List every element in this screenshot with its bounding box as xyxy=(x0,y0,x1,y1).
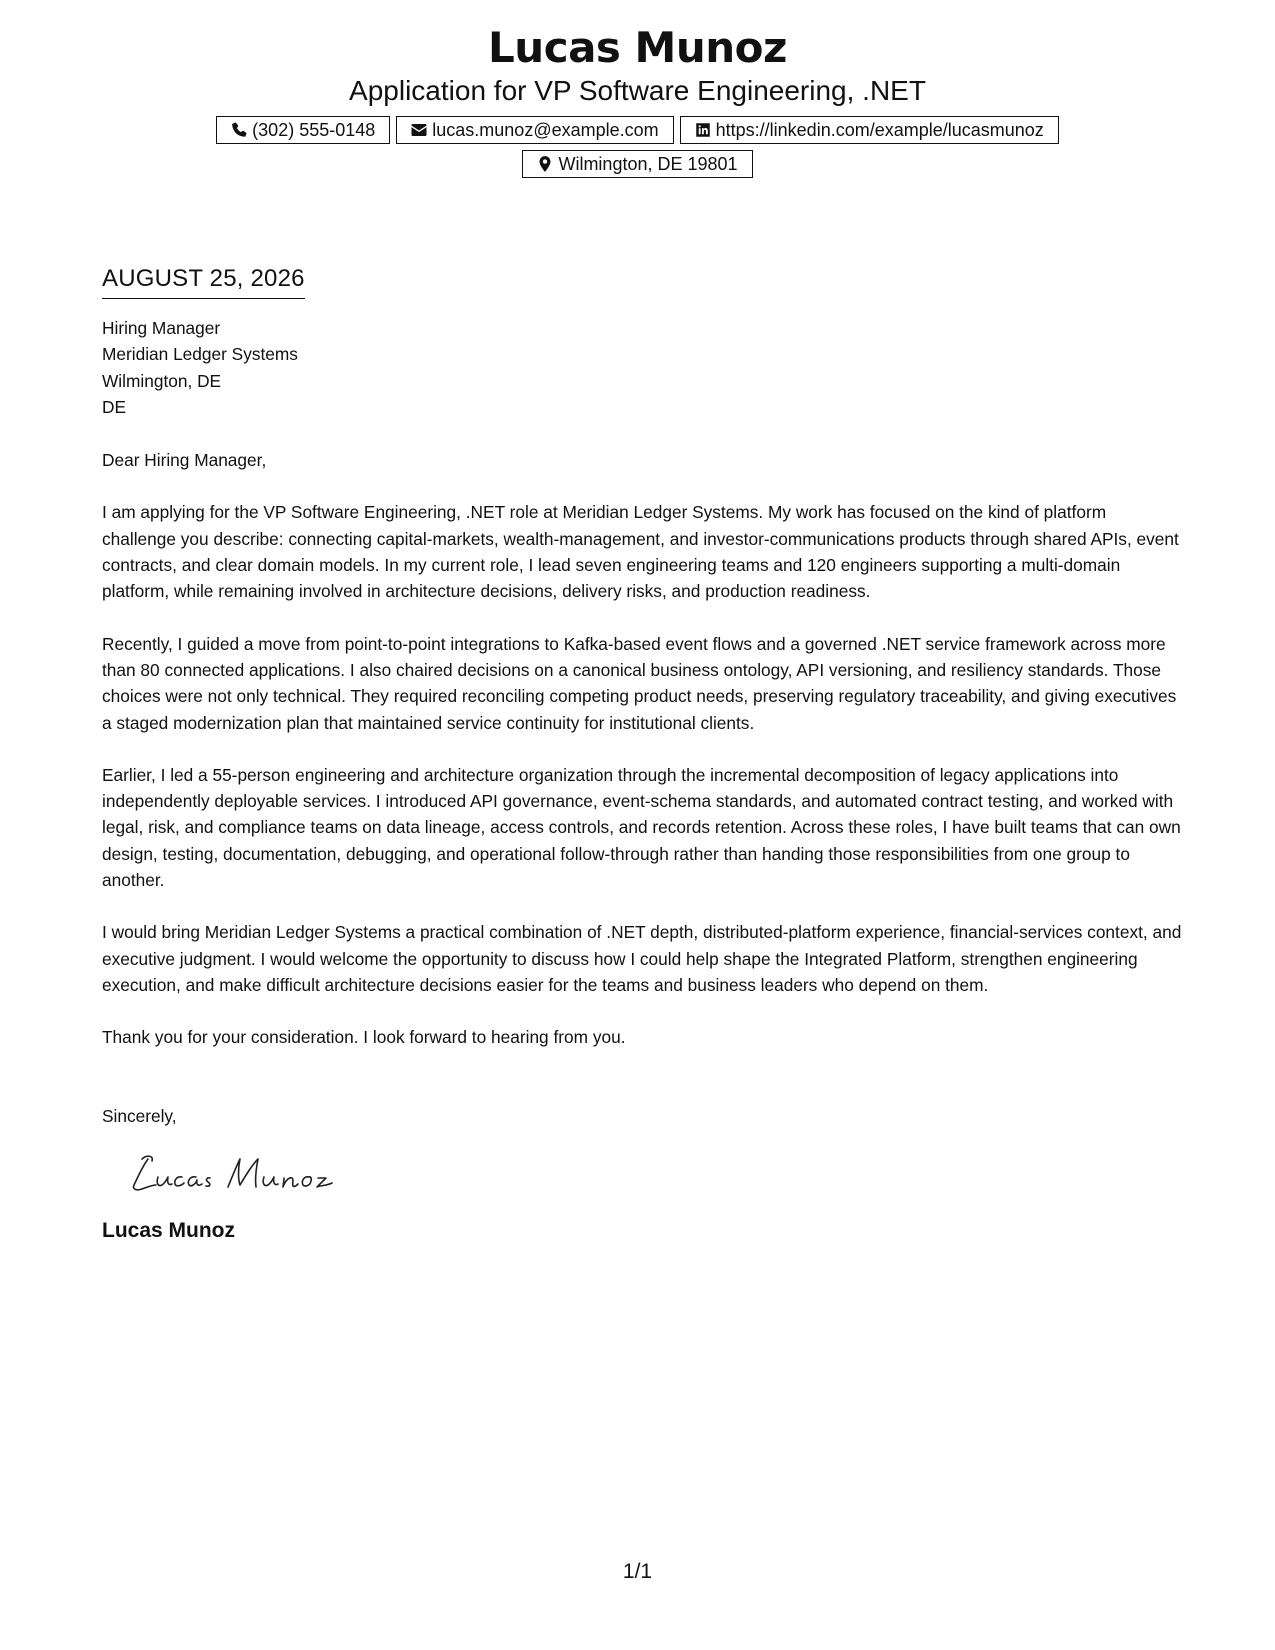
body-paragraph: I am applying for the VP Software Engineering, .NET role at Meridian Ledger Systems. My work has focused on the kind of platform challenge you describe: connecting capital-markets, wealth-management, and investor-communications products through shared APIs, event contracts, and clear domain models. In my current role, I lead seven engineering teams and 120 engineers supporting a multi-domain platform, while remaining involved in architecture decisions, delivery risks, and production readiness. xyxy=(102,502,1179,602)
letter-body xyxy=(102,262,1182,1245)
application-subtitle: Application for VP Software Engineering, .NET xyxy=(349,75,926,106)
email-contact[interactable] xyxy=(396,116,673,144)
email-text: lucas.munoz@example.com xyxy=(432,120,659,140)
linkedin-icon xyxy=(694,121,712,139)
recipient-line: Meridian Ledger Systems xyxy=(102,344,298,365)
recipient-block xyxy=(102,315,1182,420)
signature-drawing xyxy=(128,1147,338,1199)
salutation: Dear Hiring Manager, xyxy=(102,450,267,471)
page-number: 1/1 xyxy=(622,1560,653,1583)
recipient-line: Hiring Manager xyxy=(102,318,221,338)
location-text: Wilmington, DE 19801 xyxy=(558,154,738,174)
recipient-line: DE xyxy=(102,396,127,417)
signed-name: Lucas Munoz xyxy=(102,1218,236,1242)
phone-text: (302) 555-0148 xyxy=(252,120,376,140)
body-paragraph: I would bring Meridian Ledger Systems a practical combination of .NET depth, distributed-platform experience, financial-services context, and executive judgment. I would welcome the opportunity to discuss how I could help shape the Integrated Platform, strengthen engineering execution, and make difficult architecture decisions easier for the teams and business leaders who depend on them. xyxy=(102,922,1182,995)
body-paragraph: Recently, I guided a move from point-to-point integrations to Kafka-based event flows and a governed .NET service framework across more than 80 connected applications. I also chaired decisions on a canonical business ontology, API versioning, and resiliency standards. Those choices were not only technical. They required reconciling competing product needs, preserving regulatory traceability, and giving executives a staged modernization plan that maintained service continuity for institutional clients. xyxy=(102,633,1177,733)
applicant-name: Lucas Munoz xyxy=(488,23,787,72)
letter-date: AUGUST 25, 2026 xyxy=(102,262,305,299)
handwritten-signature xyxy=(128,1147,338,1199)
closing: Sincerely, xyxy=(102,1105,177,1126)
body-paragraph: Thank you for your consideration. I look forward to hearing from you. xyxy=(102,1027,626,1048)
linkedin-text: https://linkedin.com/example/lucasmunoz xyxy=(715,120,1044,140)
linkedin-contact[interactable] xyxy=(680,116,1059,144)
recipient-line: Wilmington, DE xyxy=(102,370,222,391)
contact-row xyxy=(0,116,1275,144)
contact-row-2 xyxy=(0,150,1275,178)
phone-contact[interactable] xyxy=(216,116,390,144)
envelope-icon xyxy=(410,121,428,139)
letter-header xyxy=(0,22,1275,178)
phone-icon xyxy=(230,121,248,139)
body-paragraph: Earlier, I led a 55-person engineering and architecture organization through the incremental decomposition of legacy applications into independently deployable services. I introduced API governance, event-schema standards, and automated contract testing, and worked with legal, risk, and compliance teams on data lineage, access controls, and records retention. Across these roles, I have built teams that can own design, testing, documentation, debugging, and operational follow-through rather than handing those responsibilities from one group to another. xyxy=(102,764,1181,891)
location-contact xyxy=(522,150,752,178)
map-marker-icon xyxy=(536,155,554,173)
